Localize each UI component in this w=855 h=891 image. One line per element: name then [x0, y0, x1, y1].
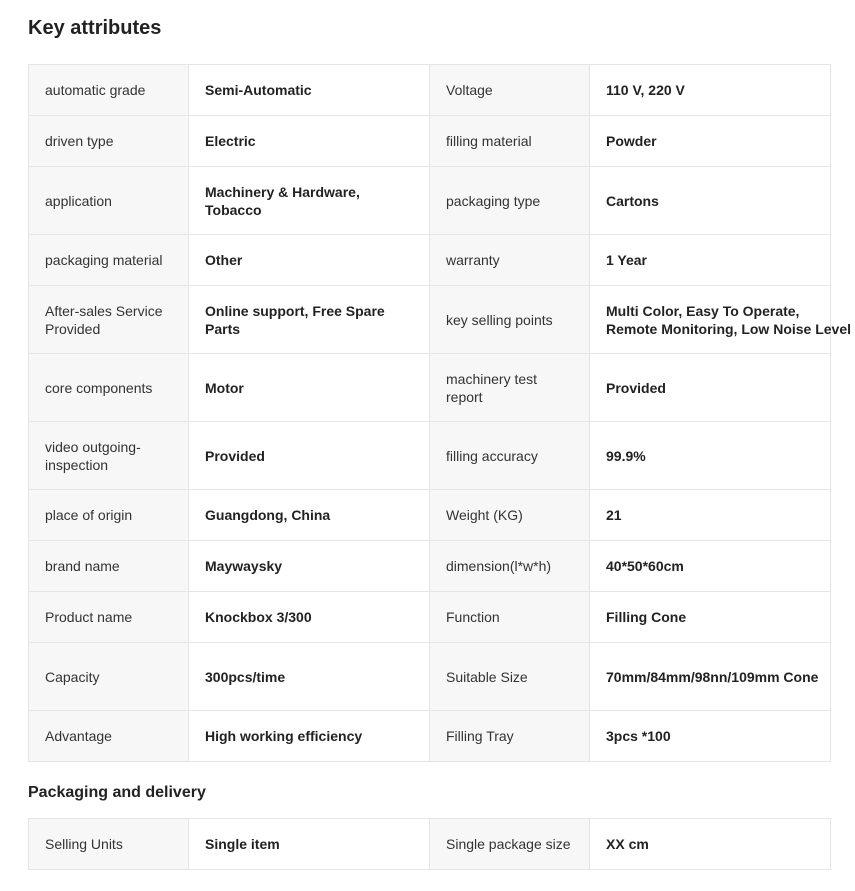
- attribute-value: Electric: [189, 116, 430, 167]
- attribute-value: 110 V, 220 V: [590, 65, 831, 116]
- attribute-label: driven type: [29, 116, 189, 167]
- table-row: [29, 286, 831, 354]
- attribute-value: 99.9%: [590, 422, 831, 490]
- table-row: [29, 541, 831, 592]
- attribute-label: filling material: [430, 116, 590, 167]
- attribute-value: Guangdong, China: [189, 490, 430, 541]
- attribute-value: Knockbox 3/300: [189, 592, 430, 643]
- attribute-label: Suitable Size: [430, 643, 590, 711]
- attribute-label: core components: [29, 354, 189, 422]
- attribute-value: Maywaysky: [189, 541, 430, 592]
- attribute-label: place of origin: [29, 490, 189, 541]
- attribute-value: Filling Cone: [590, 592, 831, 643]
- table-row: [29, 422, 831, 490]
- attribute-value: Provided: [189, 422, 430, 490]
- attribute-label: brand name: [29, 541, 189, 592]
- attribute-value: 300pcs/time: [189, 643, 430, 711]
- attribute-label: Single package size: [430, 819, 590, 870]
- table-row: [29, 643, 831, 711]
- table-row: [29, 235, 831, 286]
- attribute-value: 70mm/84mm/98nn/109mm Cone: [590, 643, 831, 711]
- attribute-label: key selling points: [430, 286, 590, 354]
- table-row: [29, 167, 831, 235]
- attribute-label: filling accuracy: [430, 422, 590, 490]
- attribute-label: video outgoing-inspection: [29, 422, 189, 490]
- table-row: [29, 592, 831, 643]
- attribute-value: Cartons: [590, 167, 831, 235]
- packaging-delivery-heading: Packaging and delivery: [28, 784, 206, 801]
- attribute-value: Motor: [189, 354, 430, 422]
- attribute-label: automatic grade: [29, 65, 189, 116]
- key-selling-points-line-1: Multi Color, Easy To Operate,: [606, 302, 800, 319]
- table-row: [29, 65, 831, 116]
- attribute-value: 3pcs *100: [590, 711, 831, 762]
- key-attributes-table: [28, 64, 852, 762]
- table-row: [29, 819, 831, 870]
- attribute-label: machinery test report: [430, 354, 590, 422]
- attribute-value: Powder: [590, 116, 831, 167]
- attribute-value: 40*50*60cm: [590, 541, 831, 592]
- attribute-value: Online support, Free Spare Parts: [189, 286, 430, 354]
- attribute-label: Weight (KG): [430, 490, 590, 541]
- key-selling-points-line-2: Remote Monitoring, Low Noise Level: [606, 320, 852, 337]
- attribute-label: Capacity: [29, 643, 189, 711]
- attribute-value: High working efficiency: [189, 711, 430, 762]
- attribute-value: 1 Year: [590, 235, 831, 286]
- attribute-label: Advantage: [29, 711, 189, 762]
- attribute-label: After-sales Service Provided: [29, 286, 189, 354]
- attribute-label: Voltage: [430, 65, 590, 116]
- attribute-label: Product name: [29, 592, 189, 643]
- attribute-value: XX cm: [590, 819, 831, 870]
- attribute-label: packaging material: [29, 235, 189, 286]
- attribute-value: Other: [189, 235, 430, 286]
- table-row: [29, 116, 831, 167]
- attribute-label: packaging type: [430, 167, 590, 235]
- table-row: [29, 490, 831, 541]
- table-row: [29, 711, 831, 762]
- attribute-label: warranty: [430, 235, 590, 286]
- attribute-value: [590, 286, 852, 354]
- packaging-delivery-table: [28, 818, 831, 870]
- attribute-label: Selling Units: [29, 819, 189, 870]
- table-row: [29, 354, 831, 422]
- attribute-label: dimension(l*w*h): [430, 541, 590, 592]
- attribute-label: Filling Tray: [430, 711, 590, 762]
- key-attributes-heading: Key attributes: [28, 17, 162, 39]
- attribute-value: 21: [590, 490, 831, 541]
- attribute-label: Function: [430, 592, 590, 643]
- attribute-value: Provided: [590, 354, 831, 422]
- attribute-value: Single item: [189, 819, 430, 870]
- attribute-value: Machinery & Hardware, Tobacco: [189, 167, 430, 235]
- attribute-label: application: [29, 167, 189, 235]
- attribute-value: Semi-Automatic: [189, 65, 430, 116]
